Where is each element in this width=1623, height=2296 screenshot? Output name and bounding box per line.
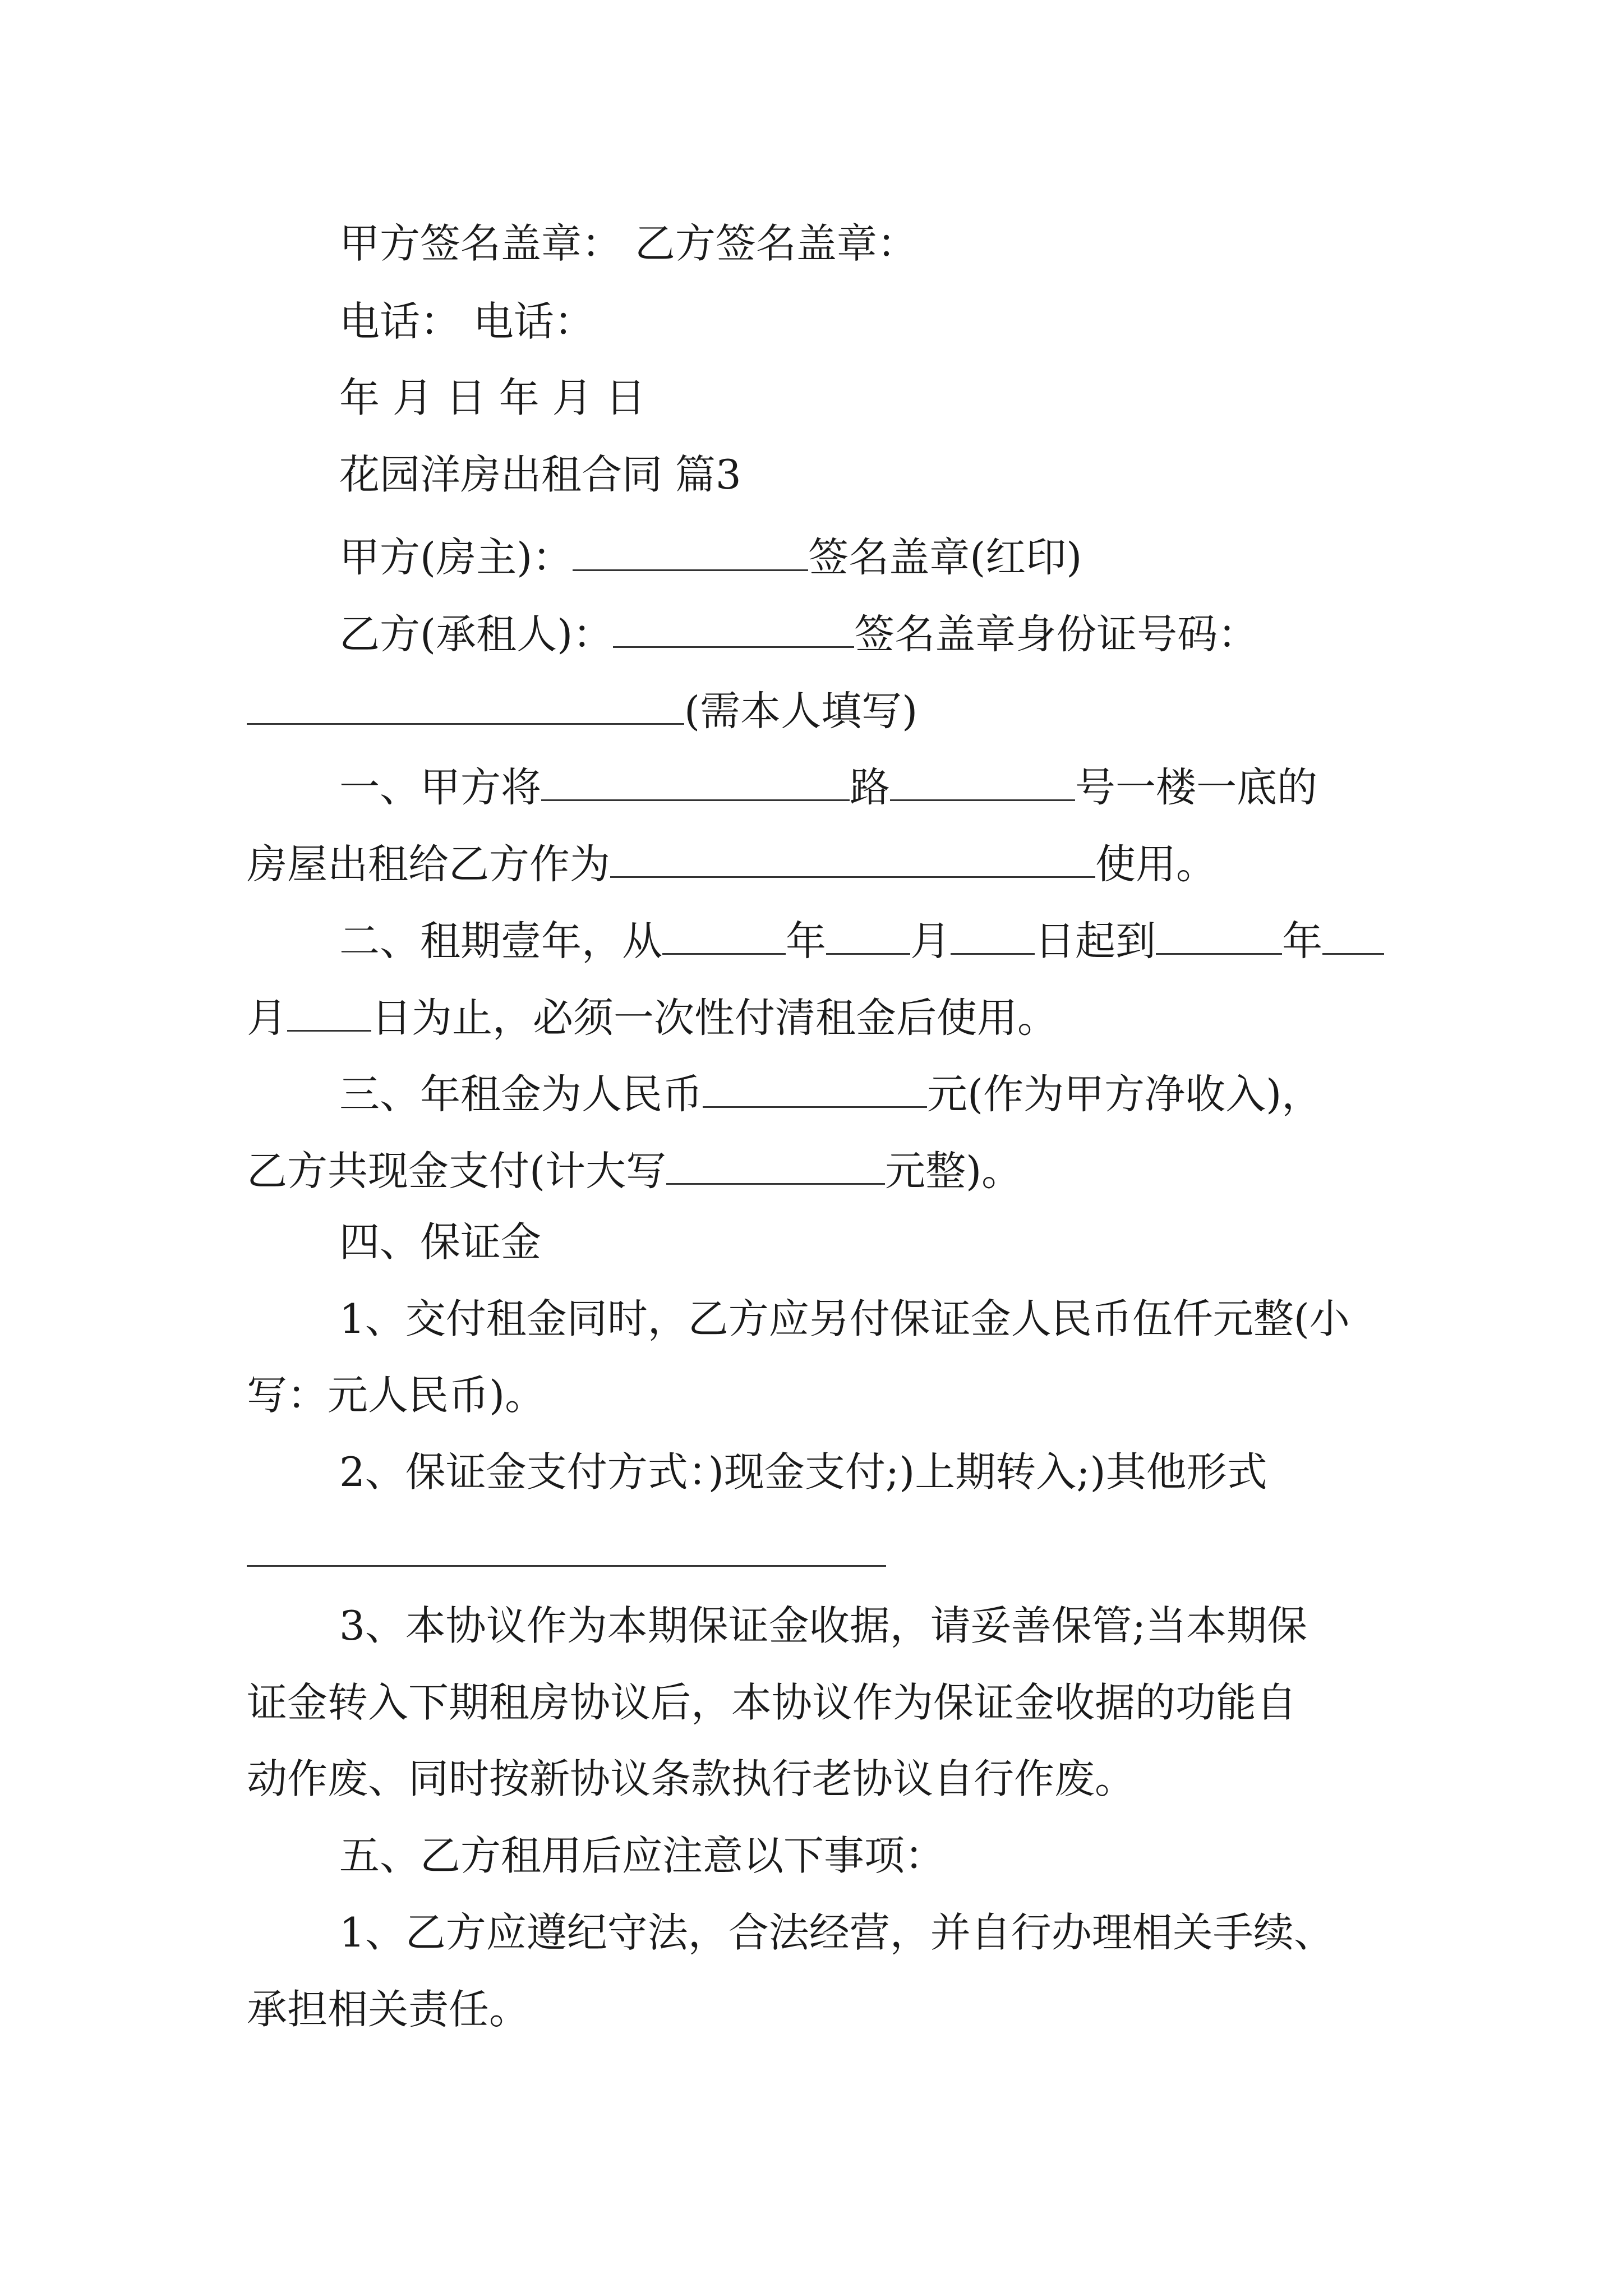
clause-4-item-3-text-b: 证金转入下期租房协议后，本协议作为保证金收据的功能自 — [247, 1679, 1297, 1726]
clause-5-heading — [339, 1832, 946, 1879]
clause-4-heading — [339, 1218, 542, 1266]
clause-5-item-1-text-a: 1、乙方应遵纪守法，合法经营，并自行办理相关手续、 — [339, 1909, 1334, 1956]
clause-1-text-c: 号一楼一底的 — [1075, 763, 1318, 811]
start-year-blank — [662, 915, 786, 955]
clause-4-item-3-line-2 — [247, 1679, 1297, 1726]
landlord-line — [339, 531, 1082, 581]
tenant-line — [339, 608, 1258, 658]
start-day-blank — [951, 915, 1035, 955]
clause-3-text-d: 元整)。 — [885, 1147, 1022, 1195]
clause-4-item-3-line-3 — [247, 1755, 1136, 1802]
clause-4-item-2 — [339, 1448, 1267, 1496]
date-line — [339, 374, 646, 421]
date-text: 年 月 日 年 月 日 — [339, 374, 646, 421]
tenant-label: 乙方(承租人)： — [339, 610, 614, 658]
landlord-label: 甲方(房主)： — [339, 533, 573, 581]
other-form-blank — [247, 1565, 886, 1567]
clause-3-text-c: 乙方共现金支付(计大写 — [247, 1147, 667, 1195]
clause-1-line-1 — [339, 761, 1318, 811]
clause-2-text-f: 月 — [247, 994, 288, 1042]
clause-4-item-1-text-a: 1、交付租金同时，乙方应另付保证金人民币伍仟元整(小 — [339, 1295, 1350, 1342]
signature-text: 甲方签名盖章： 乙方签名盖章： — [339, 220, 917, 267]
clause-1-line-2 — [247, 838, 1217, 888]
clause-4-item-1-line-1 — [339, 1295, 1350, 1342]
phone-text: 电话： 电话： — [339, 298, 594, 345]
clause-2-text-g: 日为止，必须一次性付清租金后使用。 — [371, 994, 1058, 1042]
clause-2-text-b: 年 — [786, 917, 827, 965]
clause-2-line-1 — [339, 915, 1384, 965]
clause-5-heading-text: 五、乙方租用后应注意以下事项： — [339, 1832, 946, 1879]
clause-4-item-3-line-1 — [339, 1602, 1308, 1649]
clause-3-text-a: 三、年租金为人民币 — [339, 1070, 703, 1118]
end-year-blank — [1156, 915, 1282, 955]
usage-blank — [610, 838, 1095, 878]
end-month-blank — [1322, 915, 1384, 955]
clause-2-text-d: 日起到 — [1035, 917, 1156, 965]
clause-4-item-1-text-b: 写：元人民币)。 — [247, 1372, 546, 1419]
road-blank — [541, 761, 850, 801]
clause-1-text-e: 使用。 — [1095, 840, 1217, 888]
clause-2-text-c: 月 — [910, 917, 951, 965]
clause-2-text-e: 年 — [1282, 917, 1323, 965]
tenant-blank — [613, 608, 854, 648]
id-number-blank — [247, 685, 684, 725]
rent-capital-blank — [666, 1145, 885, 1185]
signature-line — [339, 220, 917, 267]
clause-1-text-d: 房屋出租给乙方作为 — [247, 840, 611, 888]
clause-1-text-a: 一、甲方将 — [339, 763, 542, 811]
id-number-line — [247, 685, 918, 735]
id-number-note: (需本人填写) — [684, 687, 918, 735]
rent-amount-blank — [703, 1068, 927, 1108]
clause-4-item-1-line-2 — [247, 1372, 546, 1419]
clause-4-heading-text: 四、保证金 — [339, 1218, 542, 1266]
clause-3-text-b: 元(作为甲方净收入)， — [927, 1070, 1322, 1118]
clause-5-item-1-text-b: 承担相关责任。 — [247, 1986, 530, 2033]
tenant-id-label: 签名盖章身份证号码： — [854, 610, 1258, 658]
landlord-sign-label: 签名盖章(红印) — [808, 533, 1082, 581]
clause-4-item-2-text: 2、保证金支付方式：)现金支付;)上期转入;)其他形式 — [339, 1448, 1267, 1496]
clause-5-item-1-line-1 — [339, 1909, 1334, 1956]
clause-4-item-3-text-c: 动作废、同时按新协议条款执行老协议自行作废。 — [247, 1755, 1136, 1802]
clause-3-line-2 — [247, 1145, 1022, 1195]
landlord-blank — [573, 531, 808, 571]
start-month-blank — [826, 915, 910, 955]
clause-2-text-a: 二、租期壹年，从 — [339, 917, 663, 965]
clause-3-line-1 — [339, 1068, 1322, 1118]
section-title — [339, 451, 741, 498]
end-day-blank — [287, 992, 371, 1032]
number-blank — [890, 761, 1075, 801]
clause-2-line-2 — [247, 992, 1058, 1042]
clause-1-text-b: 路 — [850, 763, 891, 811]
clause-5-item-1-line-2 — [247, 1986, 530, 2033]
phone-line — [339, 298, 594, 345]
section-title-text: 花园洋房出租合同 篇3 — [339, 451, 741, 498]
clause-4-item-3-text-a: 3、本协议作为本期保证金收据，请妥善保管;当本期保 — [339, 1602, 1308, 1649]
